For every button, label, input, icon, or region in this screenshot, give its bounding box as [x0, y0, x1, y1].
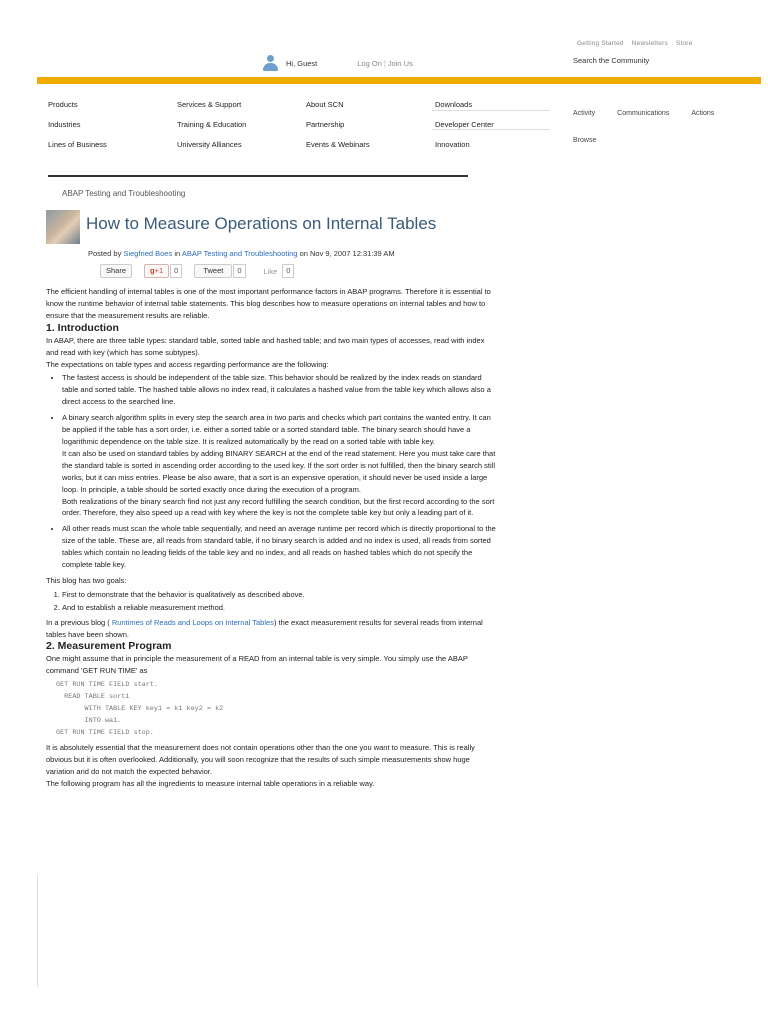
user-area [263, 55, 413, 71]
gplus-button[interactable] [144, 264, 169, 278]
page-title: How to Measure Operations on Internal Tables [86, 214, 437, 233]
top-link-store[interactable]: Store [675, 40, 693, 47]
paragraph: In ABAP, there are three table types: standard table, sorted table and hashed table; and two main types of accesses, read with index and read with key (which has some subtypes). [46, 335, 485, 357]
code-block: GET RUN TIME FIELD start. READ TABLE sort1 WITH TABLE KEY key1 = k1 key2 = k2 INTO wa1. GET RUN TIME FIELD stop. [56, 681, 224, 737]
post-meta [88, 249, 395, 258]
tweet-label: Tweet [203, 266, 224, 275]
search-community-label[interactable]: Search the Community [573, 56, 650, 65]
expectations-list [46, 372, 498, 571]
paragraph: This blog has two goals: [46, 575, 127, 585]
nav-about-scn[interactable]: About SCN [306, 99, 344, 109]
list-item: 2. And to establish a reliable measurement method. [62, 602, 498, 614]
nav-products[interactable]: Products [48, 99, 78, 109]
nav-partnership[interactable]: Partnership [306, 119, 345, 129]
paragraph: The expectations on table types and access regarding performance are the following: [46, 359, 329, 369]
join-link[interactable]: Join Us [387, 58, 413, 68]
top-links [577, 40, 698, 47]
nav-divider [432, 129, 550, 130]
paragraph [46, 617, 498, 641]
list-item [62, 523, 498, 571]
author-link[interactable]: Siegfried Boes [123, 249, 173, 258]
title-divider [48, 175, 468, 177]
list-item: 1. First to demonstrate that the behavior is qualitatively as described above. [62, 589, 498, 601]
goals-list [46, 589, 498, 614]
in-label: in [174, 249, 181, 258]
intro-paragraph: The efficient handling of internal tables is one of the most important performance factors in ABAP programs. Therefore it is essential to know the runtime behavior of internal table statements. This blog describes how to measure operations on internal tables and how to ensure that the measurement results are reliable. [46, 287, 491, 320]
list-item-text: The fastest access is should be independent of the table size. This behavior should be realized by the index reads on standard table and sorted table. The hashed table allows no index read, it calculates a hashed value from the table key which allows also a direct access to the searched line. [62, 373, 491, 407]
list-item-text: Both realizations of the binary search find not just any record fulfilling the search condition, but the first record according to the sort order. Therefore, they also speed up a read with key where the key is not the complete table key but only a leading part of it. [62, 496, 495, 518]
list-item-text: It can also be used on standard tables by adding BINARY SEARCH at the end of the read statement. Here you must take care that the standard table is sorted in ascending order according to the used key. If the sort order is not fulfilled, then the binary search still works, but it can miss entries. Please be also aware, that a sort is an expensive operation, it should never be used inside a large loop. In principle, a table should be sorted exactly once during the execution of a program. [62, 448, 496, 494]
nav-browse[interactable]: Browse [573, 137, 597, 144]
nav-activity[interactable]: Activity [573, 110, 596, 117]
breadcrumb[interactable]: ABAP Testing and Troubleshooting [62, 189, 186, 198]
list-item [62, 372, 498, 408]
main-nav [48, 94, 564, 154]
like-button[interactable]: Like [263, 266, 278, 276]
paragraph: It is absolutely essential that the measurement does not contain operations other than the one you want to measure. This is really obvious but it is often overlooked. Additionally, you will soon recognize that the results of such simple measurements show huge variation and do not match the expected behavior. [46, 742, 475, 776]
author-avatar[interactable] [46, 210, 80, 244]
space-link[interactable]: ABAP Testing and Troubleshooting [181, 249, 298, 258]
article-body [46, 286, 498, 789]
nav-innovation[interactable]: Innovation [435, 139, 470, 149]
nav-developer-center[interactable]: Developer Center [435, 119, 494, 129]
divider: ¦ [383, 58, 386, 68]
nav-services-support[interactable]: Services & Support [177, 99, 242, 109]
secondary-nav [573, 110, 736, 117]
tweet-count: 0 [233, 264, 245, 278]
left-divider [37, 875, 38, 987]
tweet-button[interactable] [194, 264, 232, 278]
gplus-count: 0 [170, 264, 182, 278]
nav-university-alliances[interactable]: University Alliances [177, 139, 242, 149]
nav-actions[interactable]: Actions [691, 110, 715, 117]
greeting-text: Hi, Guest [286, 58, 318, 68]
paragraph-text: In a previous blog ( [46, 617, 110, 627]
user-avatar-icon [263, 55, 277, 71]
list-item [62, 412, 498, 519]
section-heading-introduction: 1. Introduction [46, 321, 119, 334]
nav-downloads[interactable]: Downloads [435, 99, 473, 109]
nav-industries[interactable]: Industries [48, 119, 81, 129]
posted-by-label: Posted by [88, 249, 122, 258]
nav-lines-of-business[interactable]: Lines of Business [48, 139, 107, 149]
social-bar [100, 264, 294, 278]
list-item-text: A binary search algorithm splits in every step the search area in two parts and checks which part contains the wanted entry. It can be applied if the table has a sort order, i.e. either a sorted table or a sorted standard table. The binary search should have a logarithmic dependence on the table size. It is realized automatically by the read on a sorted table with table key. [62, 413, 491, 446]
nav-divider [432, 110, 550, 111]
like-count: 0 [282, 264, 294, 278]
nav-communications[interactable]: Communications [617, 110, 670, 117]
top-link-newsletters[interactable]: Newsletters [631, 40, 668, 47]
share-button[interactable]: Share [100, 264, 132, 278]
previous-blog-link[interactable]: Runtimes of Reads and Loops on Internal Tables [111, 617, 274, 627]
login-link[interactable]: Log On [357, 58, 382, 68]
paragraph: One might assume that in principle the measurement of a READ from an internal table is very simple. You simply use the ABAP command 'GET RUN TIME' as [46, 654, 468, 676]
top-link-getting-started[interactable]: Getting Started [577, 40, 624, 47]
list-item-text: All other reads must scan the whole table sequentially, and need an average runtime per record which is directly proportional to the size of the table. These are, all reads from standard table, if no binary search is added and no index is used, all reads from sorted tables which contain no leading fields of the table key and no index, and all reads on hashed tables which do not specify the complete table key. [62, 524, 496, 570]
post-date: on Nov 9, 2007 12:31:39 AM [299, 249, 395, 258]
nav-training-education[interactable]: Training & Education [177, 119, 247, 129]
section-heading-measurement-program: 2. Measurement Program [46, 640, 172, 653]
gplus-label: +1 [154, 266, 164, 275]
nav-events-webinars[interactable]: Events & Webinars [306, 139, 370, 149]
gplus-icon: g [150, 266, 155, 275]
paragraph-text: ) the exact measurement results for several reads from internal tables have been shown. [46, 617, 483, 639]
brand-bar [37, 77, 761, 84]
paragraph: The following program has all the ingredients to measure internal table operations in a reliable way. [46, 778, 375, 788]
